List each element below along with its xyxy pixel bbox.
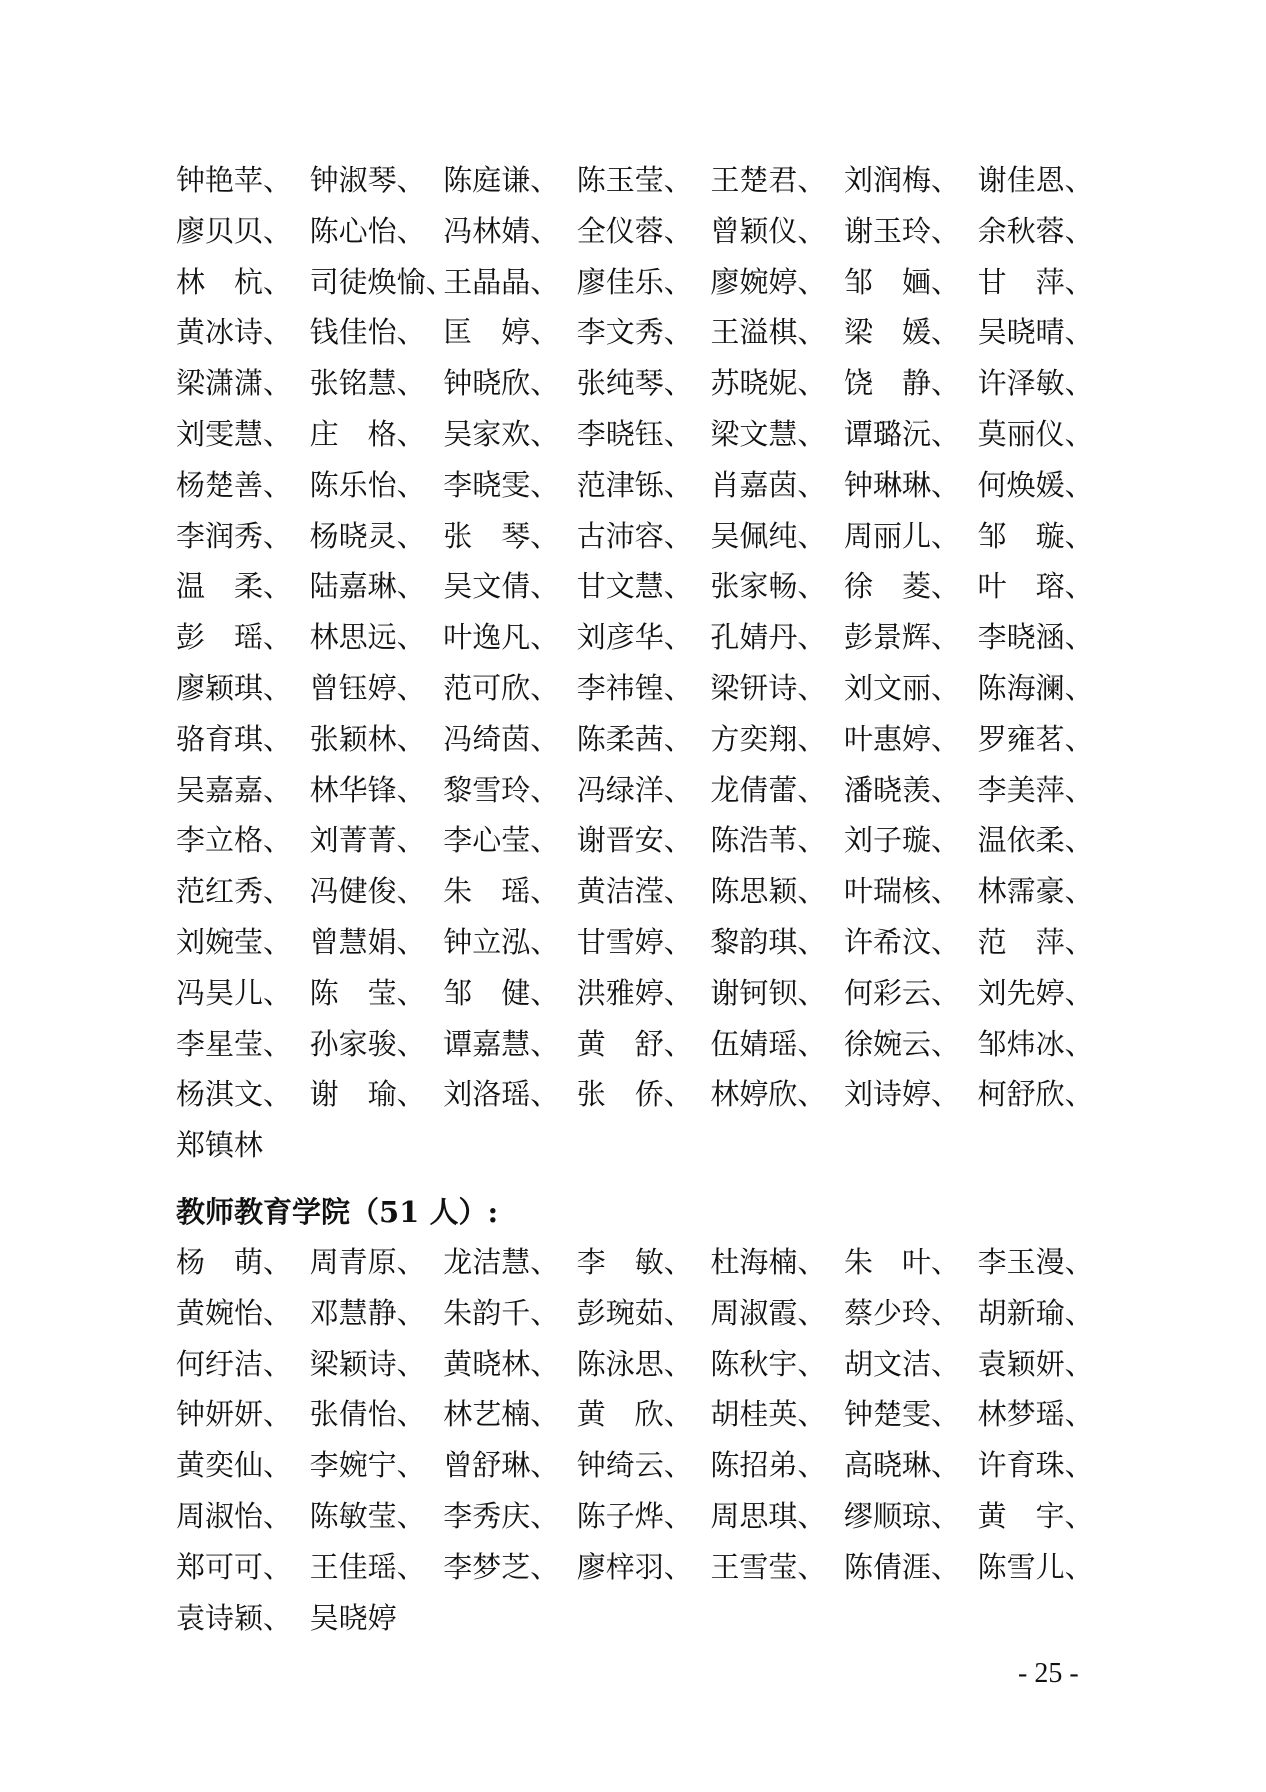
person-name: 何焕媛、 — [977, 467, 1094, 502]
person-name: 胡桂英、 — [710, 1397, 827, 1432]
person-name: 全仪蓉、 — [576, 213, 693, 248]
person-name: 胡文洁、 — [843, 1346, 960, 1381]
name-row — [176, 1389, 1096, 1440]
person-name: 王雪莹、 — [710, 1549, 827, 1584]
person-name: 李立格、 — [176, 823, 293, 858]
person-name: 黎雪玲、 — [443, 772, 560, 807]
person-name: 甘雪婷、 — [576, 924, 693, 959]
person-name: 何纡洁、 — [176, 1346, 293, 1381]
name-row — [176, 460, 1096, 511]
person-name: 周丽儿、 — [843, 518, 960, 553]
person-name: 刘子璇、 — [843, 823, 960, 858]
person-name: 刘诗婷、 — [843, 1077, 960, 1112]
person-name: 林 杭、 — [176, 264, 293, 299]
person-name: 陈玉莹、 — [576, 163, 693, 197]
person-name: 邹炜冰、 — [977, 1026, 1094, 1061]
person-name: 龙洁慧、 — [443, 1245, 560, 1279]
person-name: 钟绮云、 — [576, 1448, 693, 1483]
person-name: 陈浩苇、 — [710, 823, 827, 858]
name-row — [176, 612, 1096, 663]
person-name: 黄奕仙、 — [176, 1448, 293, 1483]
person-name: 李晓雯、 — [443, 467, 560, 502]
person-name: 黄 欣、 — [576, 1397, 693, 1432]
person-name: 余秋蓉、 — [977, 213, 1094, 248]
person-name: 周青原、 — [309, 1245, 426, 1279]
person-name: 张 琴、 — [443, 518, 560, 553]
person-name: 王晶晶、 — [443, 264, 560, 299]
name-row — [176, 561, 1096, 612]
person-name: 廖佳乐、 — [576, 264, 693, 299]
person-name: 陈心怡、 — [309, 213, 426, 248]
name-row — [176, 1019, 1096, 1070]
person-name: 曾钰婷、 — [309, 670, 426, 705]
person-name: 梁潇潇、 — [176, 366, 293, 401]
person-name: 谢晋安、 — [576, 823, 693, 858]
person-name: 陆嘉琳、 — [309, 569, 426, 604]
person-name: 谭嘉慧、 — [443, 1026, 560, 1061]
person-name: 柯舒欣、 — [977, 1077, 1094, 1112]
person-name: 司徒焕愉、 — [309, 264, 455, 299]
person-name: 曾慧娟、 — [309, 924, 426, 959]
person-name: 吴嘉嘉、 — [176, 772, 293, 807]
person-name: 潘晓羡、 — [843, 772, 960, 807]
person-name: 罗雍茗、 — [977, 721, 1094, 756]
person-name: 谭璐沅、 — [843, 416, 960, 451]
person-name: 王佳瑶、 — [309, 1549, 426, 1584]
person-name: 冯绿洋、 — [576, 772, 693, 807]
name-row — [176, 1237, 1096, 1288]
person-name: 李心莹、 — [443, 823, 560, 858]
person-name: 骆育琪、 — [176, 721, 293, 756]
person-name: 张倩怡、 — [309, 1397, 426, 1432]
person-name: 张纯琴、 — [576, 366, 693, 401]
name-row — [176, 358, 1096, 409]
person-name: 钟淑琴、 — [309, 163, 426, 197]
name-row — [176, 917, 1096, 968]
person-name: 陈秋宇、 — [710, 1346, 827, 1381]
person-name: 李 敏、 — [576, 1245, 693, 1279]
person-name: 钟立泓、 — [443, 924, 560, 959]
person-name: 梁 媛、 — [843, 315, 960, 350]
person-name: 曾舒琳、 — [443, 1448, 560, 1483]
person-name: 蔡少玲、 — [843, 1295, 960, 1330]
person-name: 甘 萍、 — [977, 264, 1094, 299]
person-name: 梁颖诗、 — [309, 1346, 426, 1381]
person-name: 李梦芝、 — [443, 1549, 560, 1584]
person-name: 林华锋、 — [309, 772, 426, 807]
name-row — [176, 1120, 1096, 1171]
person-name: 许希汶、 — [843, 924, 960, 959]
person-name: 刘先婷、 — [977, 975, 1094, 1010]
person-name: 陈招弟、 — [710, 1448, 827, 1483]
person-name: 陈 莹、 — [309, 975, 426, 1010]
person-name: 古沛容、 — [576, 518, 693, 553]
person-name: 孔婧丹、 — [710, 620, 827, 655]
person-name: 莫丽仪、 — [977, 416, 1094, 451]
name-row — [176, 307, 1096, 358]
person-name: 李晓钰、 — [576, 416, 693, 451]
person-name: 范津铄、 — [576, 467, 693, 502]
person-name: 郑可可、 — [176, 1549, 293, 1584]
person-name: 周淑怡、 — [176, 1498, 293, 1533]
person-name: 陈敏莹、 — [309, 1498, 426, 1533]
person-name: 谢玉玲、 — [843, 213, 960, 248]
person-name: 黄 宇、 — [977, 1498, 1094, 1533]
person-name: 匡 婷、 — [443, 315, 560, 350]
person-name: 袁诗颖、 — [176, 1600, 293, 1635]
person-name: 胡新瑜、 — [977, 1295, 1094, 1330]
person-name: 李星莹、 — [176, 1026, 293, 1061]
person-name: 陈倩涯、 — [843, 1549, 960, 1584]
page-number: - 25 - — [1018, 1658, 1079, 1689]
name-row — [176, 714, 1096, 765]
person-name: 李秀庆、 — [443, 1498, 560, 1533]
person-name: 黎韵琪、 — [710, 924, 827, 959]
person-name: 叶 瑢、 — [977, 569, 1094, 604]
person-name: 肖嘉茵、 — [710, 467, 827, 502]
name-row — [176, 765, 1096, 816]
name-row — [176, 1440, 1096, 1491]
person-name: 钟艳苹、 — [176, 163, 293, 197]
name-row — [176, 1542, 1096, 1593]
person-name: 李晓涵、 — [977, 620, 1094, 655]
person-name: 黄 舒、 — [576, 1026, 693, 1061]
person-name: 刘彦华、 — [576, 620, 693, 655]
person-name: 陈柔茜、 — [576, 721, 693, 756]
person-name: 苏晓妮、 — [710, 366, 827, 401]
name-row — [176, 155, 1096, 206]
person-name: 刘文丽、 — [843, 670, 960, 705]
person-name: 邓慧静、 — [309, 1295, 426, 1330]
person-name: 龙倩蕾、 — [710, 772, 827, 807]
person-name: 冯健俊、 — [309, 874, 426, 909]
person-name: 朱韵千、 — [443, 1295, 560, 1330]
person-name: 张家畅、 — [710, 569, 827, 604]
person-name: 王楚君、 — [710, 163, 827, 197]
person-name: 廖婉婷、 — [710, 264, 827, 299]
name-list-continued — [176, 155, 1096, 1171]
person-name: 吴晓婷 — [309, 1600, 397, 1635]
person-name: 林艺楠、 — [443, 1397, 560, 1432]
person-name: 缪顺琼、 — [843, 1498, 960, 1533]
person-name: 钟楚雯、 — [843, 1397, 960, 1432]
name-row — [176, 257, 1096, 308]
person-name: 吴佩纯、 — [710, 518, 827, 553]
name-row — [176, 206, 1096, 257]
person-name: 王溢棋、 — [710, 315, 827, 350]
name-row — [176, 409, 1096, 460]
person-name: 范 萍、 — [977, 924, 1094, 959]
person-name: 李玉漫、 — [977, 1245, 1094, 1279]
person-name: 朱 叶、 — [843, 1245, 960, 1279]
person-name: 陈庭谦、 — [443, 163, 560, 197]
name-row — [176, 663, 1096, 714]
person-name: 梁钘诗、 — [710, 670, 827, 705]
person-name: 彭 瑶、 — [176, 620, 293, 655]
person-name: 吴晓晴、 — [977, 315, 1094, 350]
person-name: 杜海楠、 — [710, 1245, 827, 1279]
name-row — [176, 1593, 1096, 1644]
person-name: 冯绮茵、 — [443, 721, 560, 756]
person-name: 钟妍妍、 — [176, 1397, 293, 1432]
person-name: 谢钶钡、 — [710, 975, 827, 1010]
person-name: 谢 瑜、 — [309, 1077, 426, 1112]
person-name: 张铭慧、 — [309, 366, 426, 401]
person-name: 杨楚善、 — [176, 467, 293, 502]
name-row — [176, 511, 1096, 562]
person-name: 李祎锽、 — [576, 670, 693, 705]
person-name: 朱 瑶、 — [443, 874, 560, 909]
person-name: 周淑霞、 — [710, 1295, 827, 1330]
person-name: 陈泳思、 — [576, 1346, 693, 1381]
person-name: 吴家欢、 — [443, 416, 560, 451]
person-name: 吴文倩、 — [443, 569, 560, 604]
person-name: 彭琬茹、 — [576, 1295, 693, 1330]
person-name: 廖梓羽、 — [576, 1549, 693, 1584]
person-name: 范红秀、 — [176, 874, 293, 909]
person-name: 冯昊儿、 — [176, 975, 293, 1010]
person-name: 杨淇文、 — [176, 1077, 293, 1112]
name-row — [176, 1288, 1096, 1339]
person-name: 彭景辉、 — [843, 620, 960, 655]
person-name: 林婷欣、 — [710, 1077, 827, 1112]
person-name: 廖贝贝、 — [176, 213, 293, 248]
person-name: 甘文慧、 — [576, 569, 693, 604]
name-row — [176, 1069, 1096, 1120]
name-row — [176, 1339, 1096, 1390]
person-name: 袁颖妍、 — [977, 1346, 1094, 1381]
person-name: 范可欣、 — [443, 670, 560, 705]
name-row — [176, 968, 1096, 1019]
person-name: 杨晓灵、 — [309, 518, 426, 553]
person-name: 叶逸凡、 — [443, 620, 560, 655]
person-name: 刘菁菁、 — [309, 823, 426, 858]
person-name: 温 柔、 — [176, 569, 293, 604]
person-name: 何彩云、 — [843, 975, 960, 1010]
person-name: 曾颖仪、 — [710, 213, 827, 248]
person-name: 徐 菱、 — [843, 569, 960, 604]
person-name: 陈思颖、 — [710, 874, 827, 909]
name-row — [176, 815, 1096, 866]
person-name: 梁文慧、 — [710, 416, 827, 451]
name-row — [176, 1491, 1096, 1542]
person-name: 郑镇林 — [176, 1128, 264, 1163]
person-name: 叶惠婷、 — [843, 721, 960, 756]
person-name: 李润秀、 — [176, 518, 293, 553]
person-name: 张颖林、 — [309, 721, 426, 756]
person-name: 陈乐怡、 — [309, 467, 426, 502]
person-name: 廖颖琪、 — [176, 670, 293, 705]
person-name: 饶 静、 — [843, 366, 960, 401]
person-name: 伍婧瑶、 — [710, 1026, 827, 1061]
person-name: 黄洁滢、 — [576, 874, 693, 909]
person-name: 黄晓林、 — [443, 1346, 560, 1381]
person-name: 庄 格、 — [309, 416, 426, 451]
person-name: 杨 萌、 — [176, 1245, 293, 1279]
person-name: 陈雪儿、 — [977, 1549, 1094, 1584]
person-name: 林霈豪、 — [977, 874, 1094, 909]
person-name: 林梦瑶、 — [977, 1397, 1094, 1432]
person-name: 叶瑞核、 — [843, 874, 960, 909]
person-name: 温依柔、 — [977, 823, 1094, 858]
person-name: 邹 健、 — [443, 975, 560, 1010]
name-row — [176, 866, 1096, 917]
person-name: 邹 璇、 — [977, 518, 1094, 553]
person-name: 陈子烨、 — [576, 1498, 693, 1533]
person-name: 孙家骏、 — [309, 1026, 426, 1061]
person-name: 徐婉云、 — [843, 1026, 960, 1061]
person-name: 刘洛瑶、 — [443, 1077, 560, 1112]
person-name: 冯林婧、 — [443, 213, 560, 248]
person-name: 陈海澜、 — [977, 670, 1094, 705]
person-name: 钟晓欣、 — [443, 366, 560, 401]
person-name: 谢佳恩、 — [977, 163, 1094, 197]
person-name: 林思远、 — [309, 620, 426, 655]
person-name: 李婉宁、 — [309, 1448, 426, 1483]
person-name: 周思琪、 — [710, 1498, 827, 1533]
person-name: 张 侨、 — [576, 1077, 693, 1112]
person-name: 许泽敏、 — [977, 366, 1094, 401]
person-name: 邹 婳、 — [843, 264, 960, 299]
person-name: 高晓琳、 — [843, 1448, 960, 1483]
person-name: 刘润梅、 — [843, 163, 960, 197]
person-name: 李文秀、 — [576, 315, 693, 350]
person-name: 许育珠、 — [977, 1448, 1094, 1483]
person-name: 李美萍、 — [977, 772, 1094, 807]
person-name: 黄婉怡、 — [176, 1295, 293, 1330]
person-name: 黄冰诗、 — [176, 315, 293, 350]
person-name: 钱佳怡、 — [309, 315, 426, 350]
person-name: 方奕翔、 — [710, 721, 827, 756]
section-heading-teacher-education: 教师教育学院（51 人）: — [176, 1195, 499, 1229]
person-name: 洪雅婷、 — [576, 975, 693, 1010]
name-list-teacher-education — [176, 1237, 1096, 1643]
person-name: 钟琳琳、 — [843, 467, 960, 502]
person-name: 刘雯慧、 — [176, 416, 293, 451]
person-name: 刘婉莹、 — [176, 924, 293, 959]
